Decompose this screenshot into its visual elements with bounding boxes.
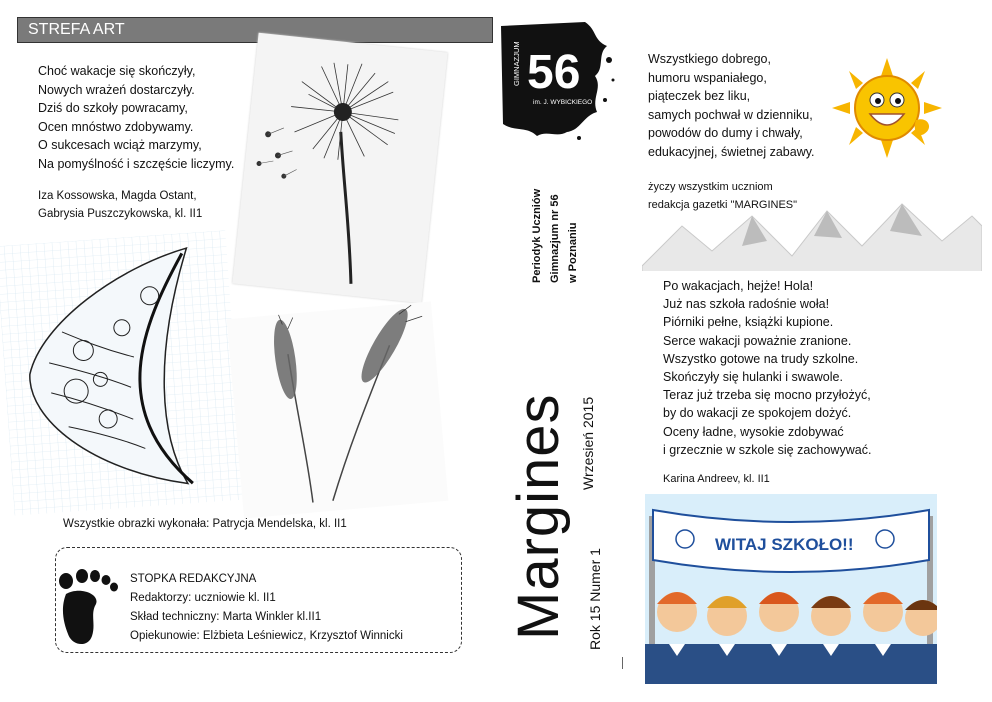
issue-number: Rok 15 Numer 1 [587, 548, 603, 650]
magazine-title: Margines [506, 393, 571, 640]
wishes-signature: życzy wszystkim uczniom redakcja gazetki "MARGINES" [648, 181, 798, 211]
poem-right-author: Karina Andreev, kl. II1 [663, 473, 770, 485]
periodical-subtitle [462, 175, 672, 285]
subtitle-line-3: w Poznaniu [567, 222, 579, 283]
dandelion-drawing [232, 33, 447, 303]
poem-left-authors: Iza Kossowska, Magda Ostant, Gabrysia Puszczykowska, kl. II1 [38, 190, 203, 220]
footprint-icon [56, 564, 124, 650]
divider-mark [622, 657, 623, 669]
editorial-footer-typesetting: Skład techniczny: Marta Winkler kl.II1 [130, 611, 322, 623]
logo-school: GIMNAZJUM [512, 41, 521, 86]
school-logo [497, 20, 615, 140]
wheat-drawing [227, 301, 449, 518]
editorial-footer [130, 570, 403, 646]
sun-icon [832, 58, 942, 158]
issue-date: Wrzesień 2015 [580, 396, 596, 490]
subtitle-line-2: Gimnazjum nr 56 [549, 194, 561, 283]
editorial-footer-heading: STOPKA REDAKCYJNA [130, 573, 257, 585]
subtitle-line-1: Periodyk Uczniów [531, 188, 543, 283]
poem-left: Choć wakacje się skończyły, Nowych wrażeń dostarczyły. Dziś do szkoły powracamy, Ocen mnóstwo zdobywamy. O sukcesach wciąż marzymy, Na pomyślność i szczęście liczymy. [38, 64, 235, 171]
editorial-footer-editors: Redaktorzy: uczniowie kl. II1 [130, 592, 276, 604]
section-title: STREFA ART [28, 21, 125, 38]
welcome-school-cartoon [645, 494, 937, 684]
feather-drawing [0, 230, 244, 515]
editorial-footer-supervisors: Opiekunowie: Elżbieta Leśniewicz, Krzysztof Winnicki [130, 630, 403, 642]
poem-right: Po wakacjach, hejże! Hola! Już nas szkoła radośnie woła! Piórniki pełne, książki kupione. Serce wakacji poważnie zranione. Wszystko gotowe na trudy szkolne. Skończyły się hulanki i swawole. Teraz już trzeba się mocno przyłożyć, by do wakacji ze spokojem dożyć. Oceny ładne, wysokie zdobywać i grzecznie w szkole się zachowywać. [663, 279, 872, 457]
section-header-bar [17, 17, 493, 43]
illustrations-credit: Wszystkie obrazki wykonała: Patrycja Mendelska, kl. II1 [63, 518, 347, 530]
banner-text: WITAJ SZKOŁO!! [715, 535, 854, 554]
logo-number: 56 [527, 46, 581, 99]
logo-patron: im. J. WYBICKIEGO [533, 99, 593, 106]
wishes-text: Wszystkiego dobrego, humoru wspaniałego, piąteczek bez liku, samych pochwał w dzienniku, powodów do dumy i chwały, edukacyjnej, świetnej zabawy. [648, 52, 815, 159]
